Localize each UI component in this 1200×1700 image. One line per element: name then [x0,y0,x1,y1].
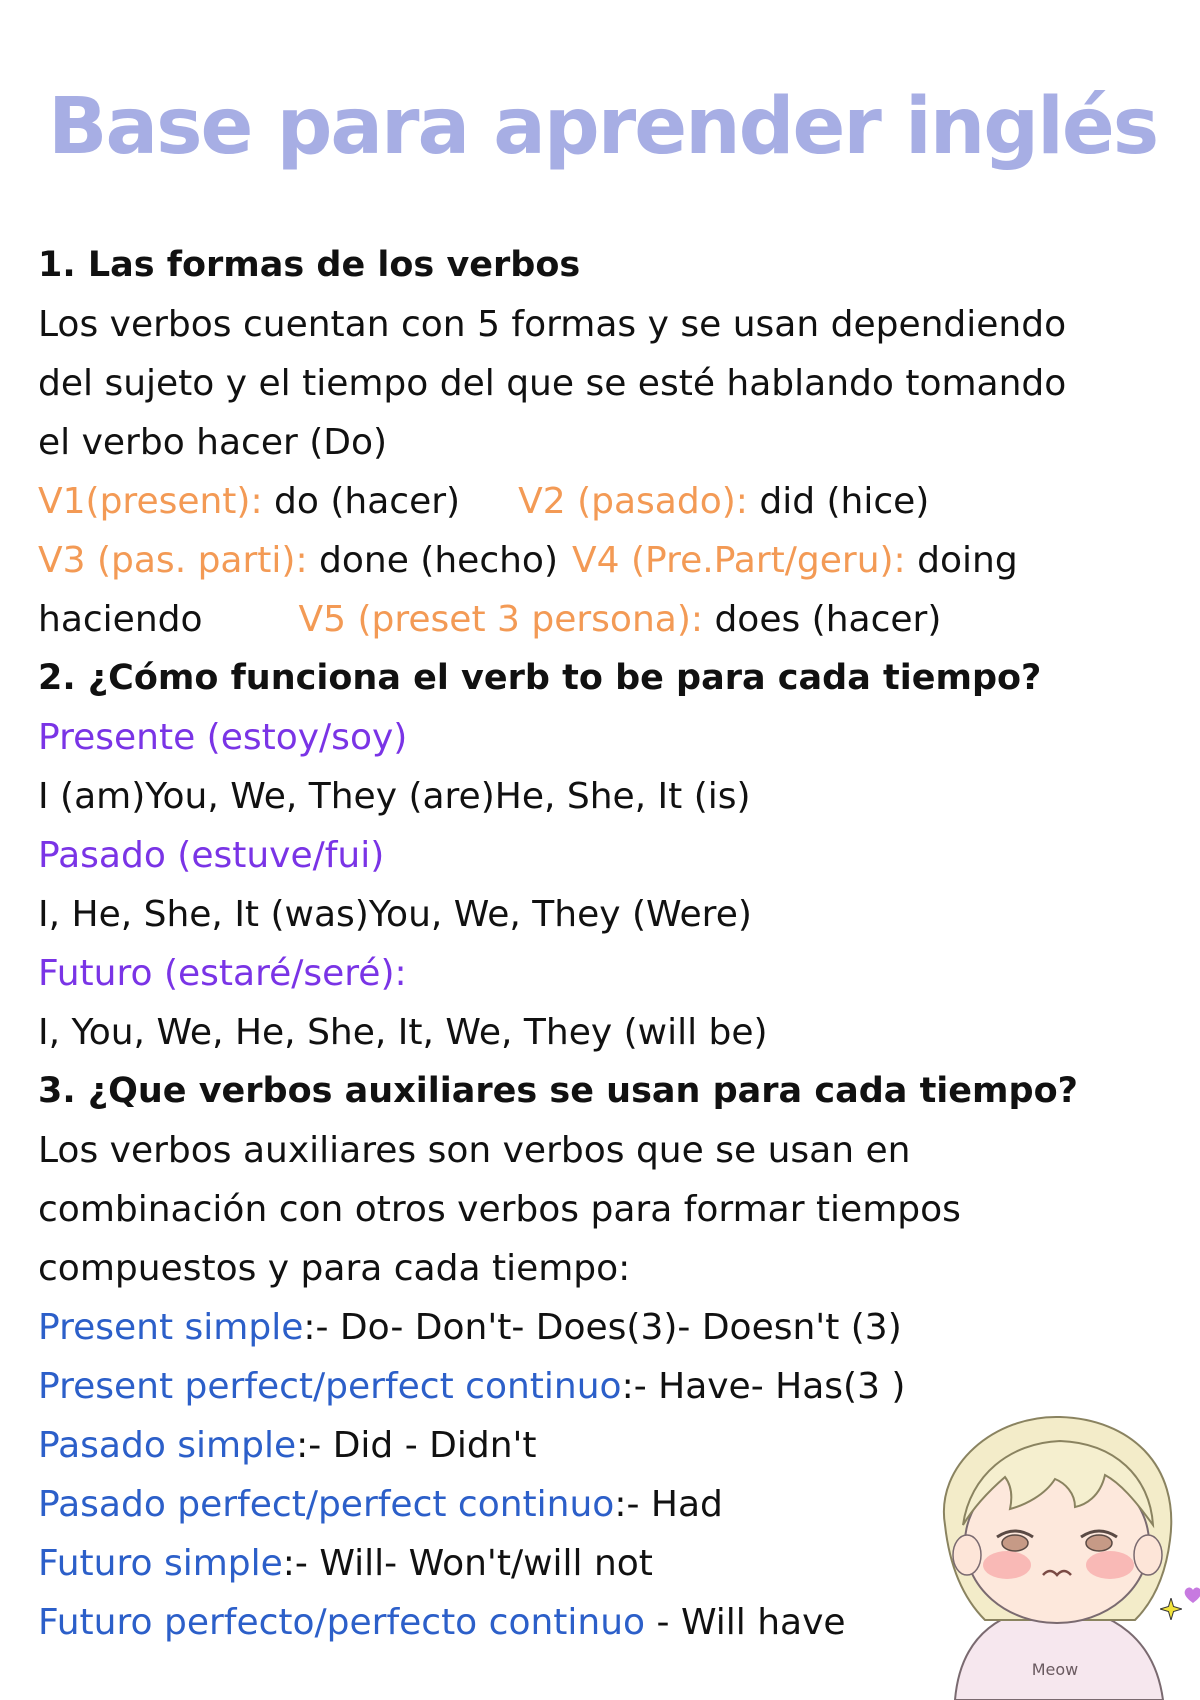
shirt-text: Meow [1031,1660,1079,1679]
v3-label: V3 (pas. parti): [38,540,308,581]
section-2-heading: 2. ¿Cómo funciona el verb to be para cada tiempo? [38,658,1042,698]
v4-continuation: haciendo [38,599,203,640]
section-3-intro-line: compuestos y para cada tiempo: [38,1248,631,1289]
section-1-intro-line: del sujeto y el tiempo del que se esté hablando tomando [38,363,1067,404]
auxiliary-text: :- Had [614,1484,723,1525]
section-3-heading: 3. ¿Que verbos auxiliares se usan para cada tiempo? [38,1071,1078,1111]
futuro-label: Futuro (estaré/seré): [38,953,407,994]
auxiliary-text: - Will have [645,1602,846,1643]
auxiliary-text: :- Do- Don't- Does(3)- Doesn't (3) [303,1307,902,1348]
section-3-intro-line: Los verbos auxiliares son verbos que se usan en [38,1130,911,1171]
auxiliary-label: Present simple [38,1307,304,1348]
auxiliary-text: :- Have- Has(3 ) [621,1366,906,1407]
v5-value: does (hacer) [703,599,942,640]
auxiliary-label: Futuro perfecto/perfecto continuo [38,1602,646,1643]
verb-forms-line-3 [38,590,1168,649]
auxiliary-item [38,1298,1168,1357]
v4-label: V4 (Pre.Part/geru): [572,540,906,581]
v3-value: done (hecho) [307,540,558,581]
presente-text: I (am)You, We, They (are)He, She, It (is) [38,776,751,817]
v4-value: doing [905,540,1018,581]
chibi-character-illustration [915,1405,1200,1700]
futuro-text: I, You, We, He, She, It, We, They (will be) [38,1012,768,1053]
v1-value: do (hacer) [262,481,461,522]
auxiliary-text: :- Did - Didn't [296,1425,537,1466]
sparkle-icon [1160,1598,1182,1620]
v2-label: V2 (pasado): [518,481,748,522]
section-1-heading: 1. Las formas de los verbos [38,245,581,285]
v1-label: V1(present): [38,481,263,522]
auxiliary-label: Pasado simple [38,1425,297,1466]
auxiliary-label: Futuro simple [38,1543,283,1584]
v2-value: did (hice) [747,481,930,522]
auxiliary-text: :- Will- Won't/will not [282,1543,653,1584]
pasado-text: I, He, She, It (was)You, We, They (Were) [38,894,752,935]
section-3-intro-line: combinación con otros verbos para formar tiempos [38,1189,961,1230]
verb-forms-line-1 [38,472,1168,531]
v5-label: V5 (preset 3 persona): [298,599,703,640]
heart-icon [1183,1586,1200,1604]
pasado-label: Pasado (estuve/fui) [38,835,385,876]
verb-forms-line-2 [38,531,1168,590]
auxiliary-label: Present perfect/perfect continuo [38,1366,622,1407]
presente-label: Presente (estoy/soy) [38,717,408,758]
page-title: Base para aprender inglés [48,82,1158,172]
section-1-intro-line: Los verbos cuentan con 5 formas y se usan dependiendo [38,304,1067,345]
section-1-intro-line: el verbo hacer (Do) [38,422,388,463]
auxiliary-label: Pasado perfect/perfect continuo [38,1484,615,1525]
